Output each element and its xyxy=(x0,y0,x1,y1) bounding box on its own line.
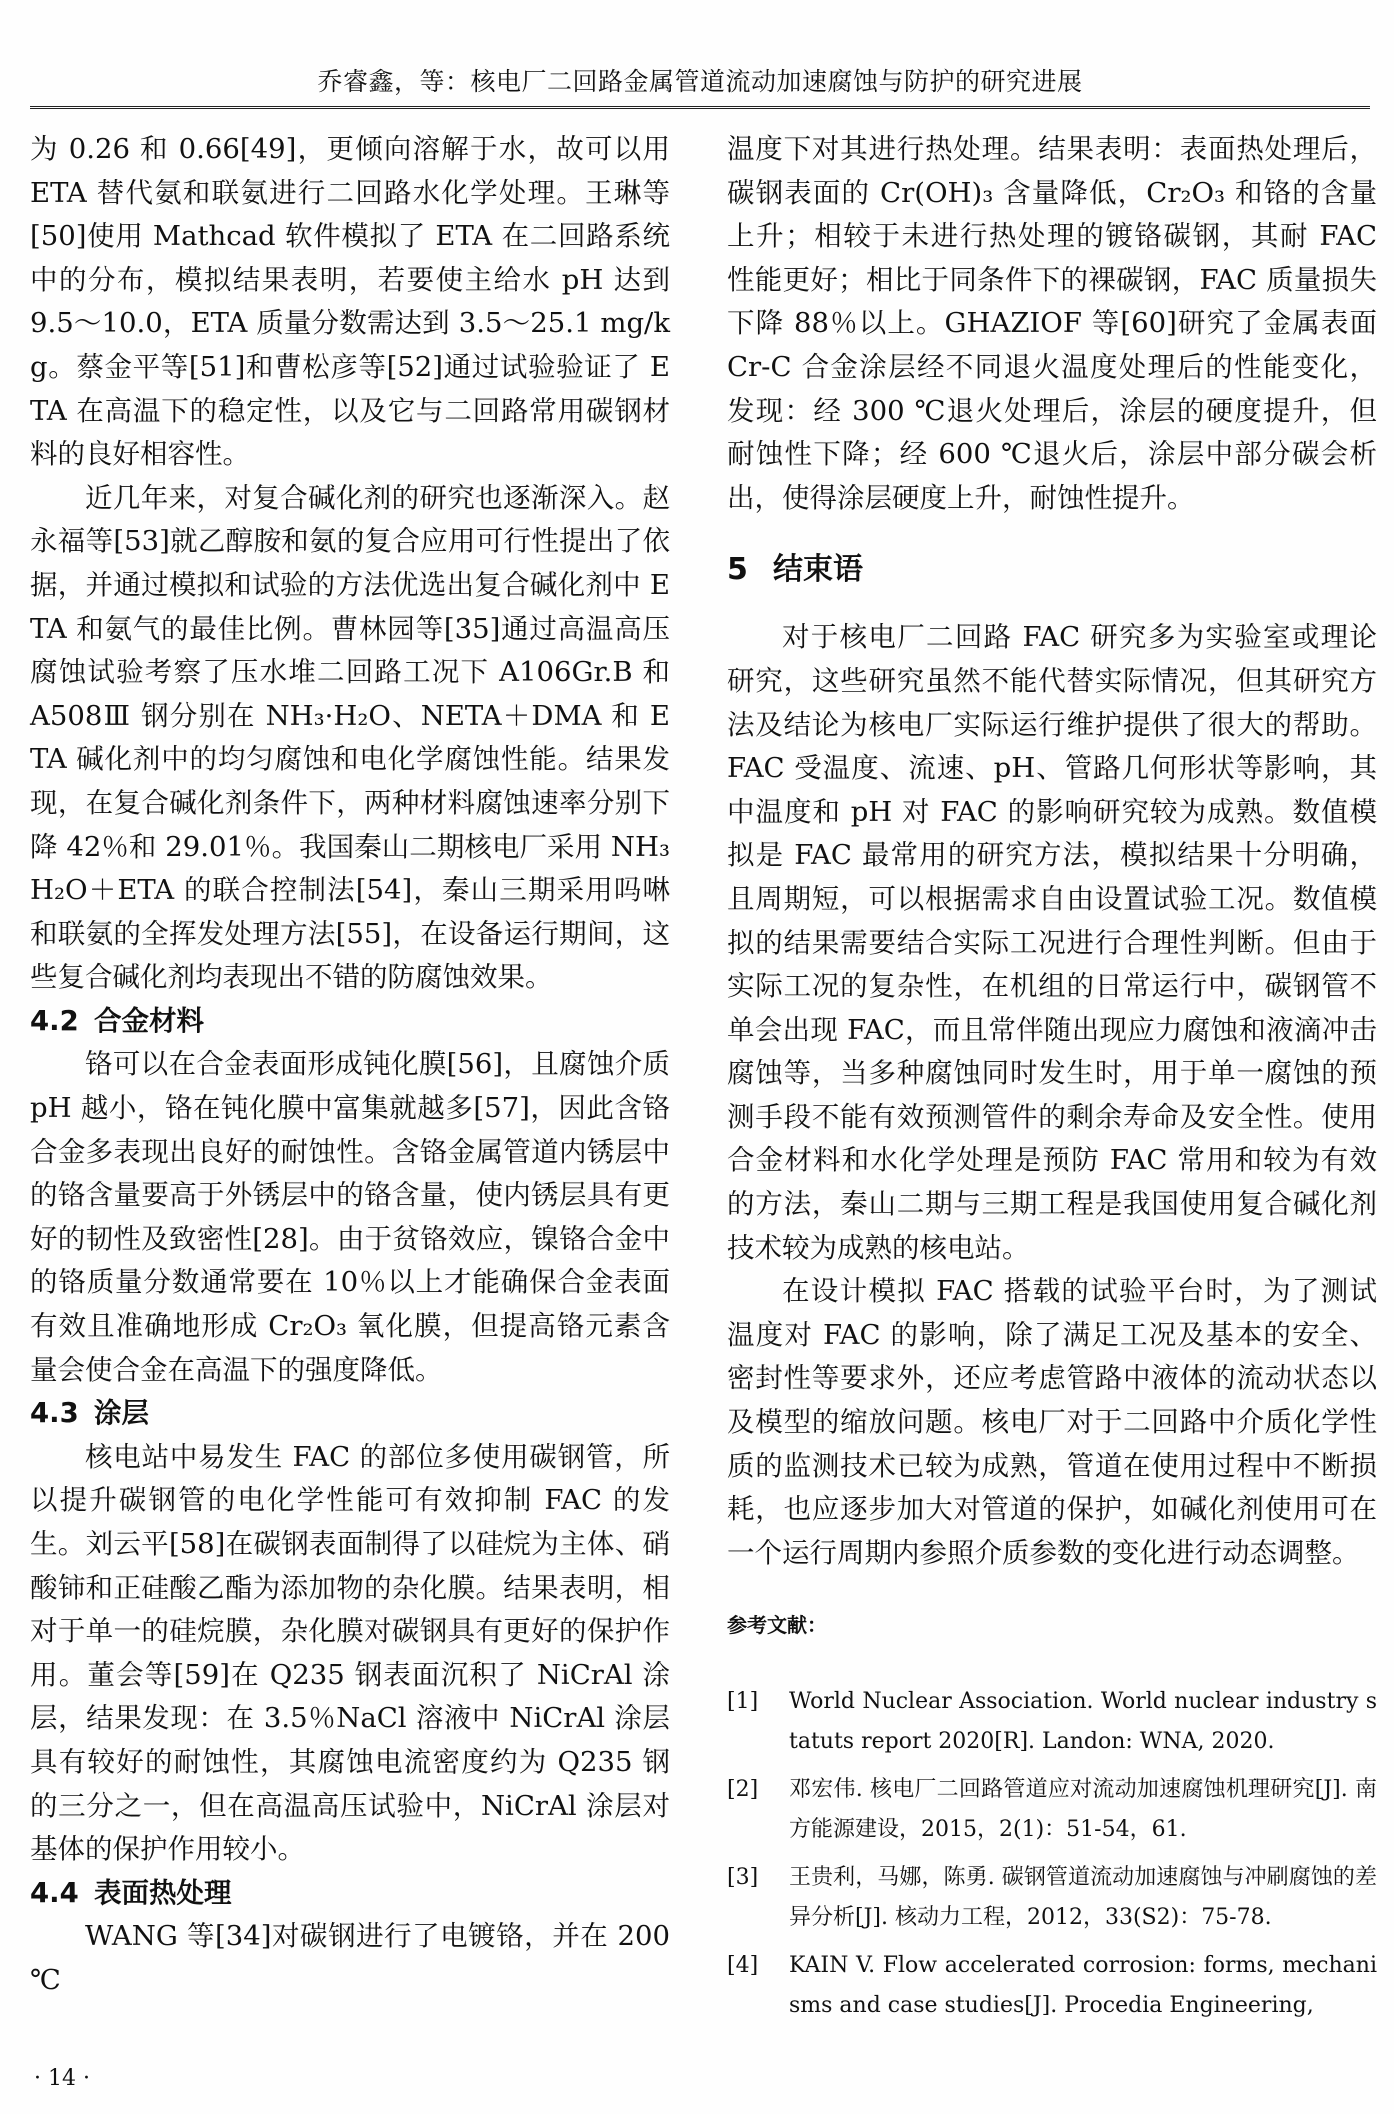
paragraph: 在设计模拟 FAC 搭载的试验平台时，为了测试温度对 FAC 的影响，除了满足工况及基本的安全、密封性等要求外，还应考虑管路中液体的流动状态以及模型的缩放问题。核电厂对于二回路中介质化学性质的监测技术已较为成熟，管道在使用过程中不断损耗，也应逐步加大对管道的保护，如碱化剂使用可在一个运行周期内参照介质参数的变化进行动态调整。 xyxy=(727,1275,1377,1569)
reference-text: KAIN V. Flow accelerated corrosion: forms, mechanisms and case studies[J]. Procedia Engineering, xyxy=(789,1953,1377,2019)
reference-item xyxy=(727,1946,1377,2026)
paragraph: 铬可以在合金表面形成钝化膜[56]，且腐蚀介质 pH 越小，铬在钝化膜中富集就越多[57]，因此含铬合金多表现出良好的耐蚀性。含铬金属管道内锈层中的铬含量要高于外锈层中的铬含量，使内锈层具有更好的韧性及致密性[28]。由于贫铬效应，镍铬合金中的铬质量分数通常要在 10％以上才能确保合金表面有效且准确地形成 Cr₂O₃ 氧化膜，但提高铬元素含量会使合金在高温下的强度降低。 xyxy=(30,1048,670,1386)
paragraph: 近几年来，对复合碱化剂的研究也逐渐深入。赵永福等[53]就乙醇胺和氨的复合应用可行性提出了依据，并通过模拟和试验的方法优选出复合碱化剂中 ETA 和氨气的最佳比例。曹林园等[35]通过高温高压腐蚀试验考察了压水堆二回路工况下 A106Gr.B 和 A508Ⅲ 钢分别在 NH₃·H₂O、NETA＋DMA 和 ETA 碱化剂中的均匀腐蚀和电化学腐蚀性能。结果发现，在复合碱化剂条件下，两种材料腐蚀速率分别下降 42％和 29.01％。我国秦山二期核电厂采用 NH₃H₂O＋ETA 的联合控制法[54]，秦山三期采用吗啉和联氨的全挥发处理方法[55]，在设备运行期间，这些复合碱化剂均表现出不错的防腐蚀效果。 xyxy=(30,481,670,994)
section-title: 涂层 xyxy=(94,1397,149,1430)
section-heading-4-4 xyxy=(30,1872,670,1916)
reference-item xyxy=(727,1858,1377,1938)
reference-text: 邓宏伟. 核电厂二回路管道应对流动加速腐蚀机理研究[J]. 南方能源建设，2015，2(1)：51-54，61. xyxy=(789,1777,1377,1843)
paragraph: 核电站中易发生 FAC 的部位多使用碳钢管，所以提升碳钢管的电化学性能可有效抑制 FAC 的发生。刘云平[58]在碳钢表面制得了以硅烷为主体、硝酸铈和正硅酸乙酯为添加物的杂化膜。结果表明，相对于单一的硅烷膜，杂化膜对碳钢具有更好的保护作用。董会等[59]在 Q235 钢表面沉积了 NiCrAl 涂层，结果发现：在 3.5％NaCl 溶液中 NiCrAl 涂层具有较好的耐蚀性，其腐蚀电流密度约为 Q235 钢的三分之一，但在高温高压试验中，NiCrAl 涂层对基体的保护作用较小。 xyxy=(30,1440,670,1866)
section-heading-4-3 xyxy=(30,1392,670,1436)
section-title: 结束语 xyxy=(773,552,863,588)
section-heading-4-2 xyxy=(30,1000,670,1044)
reference-list xyxy=(727,1682,1377,2026)
section-number: 4.2 xyxy=(30,1004,79,1037)
paragraph: 为 0.26 和 0.66[49]，更倾向溶解于水，故可以用 ETA 替代氨和联氨进行二回路水化学处理。王琳等[50]使用 Mathcad 软件模拟了 ETA 在二回路系统中的分布，模拟结果表明，若要使主给水 pH 达到 9.5～10.0，ETA 质量分数需达到 3.5～25.1 mg/kg。蔡金平等[51]和曹松彦等[52]通过试验验证了 ETA 在高温下的稳定性，以及它与二回路常用碳钢材料的良好相容性。 xyxy=(30,133,670,471)
reference-item xyxy=(727,1682,1377,1762)
reference-number: [1] xyxy=(727,1689,759,1715)
section-heading-5 xyxy=(727,550,1377,590)
right-column xyxy=(727,128,1377,2034)
running-header: 乔睿鑫，等：核电厂二回路金属管道流动加速腐蚀与防护的研究进展 xyxy=(30,58,1370,109)
reference-number: [4] xyxy=(727,1953,759,1979)
page-number: · 14 · xyxy=(34,2066,90,2091)
references-heading: 参考文献： xyxy=(727,1613,827,1638)
reference-item xyxy=(727,1770,1377,1850)
section-title: 表面热处理 xyxy=(94,1876,232,1909)
left-column xyxy=(30,128,670,2003)
reference-number: [2] xyxy=(727,1777,759,1803)
paragraph: 温度下对其进行热处理。结果表明：表面热处理后，碳钢表面的 Cr(OH)₃ 含量降低，Cr₂O₃ 和铬的含量上升；相较于未进行热处理的镀铬碳钢，其耐 FAC 性能更好；相比于同条件下的裸碳钢，FAC 质量损失下降 88％以上。GHAZIOF 等[60]研究了金属表面 Cr-C 合金涂层经不同退火温度处理后的性能变化，发现：经 300 ℃退火处理后，涂层的硬度提升，但耐蚀性下降；经 600 ℃退火后，涂层中部分碳会析出，使得涂层硬度上升，耐蚀性提升。 xyxy=(727,133,1377,514)
reference-text: World Nuclear Association. World nuclear industry statuts report 2020[R]. Landon: WNA, 2020. xyxy=(789,1689,1377,1755)
section-number: 5 xyxy=(727,552,748,588)
reference-text: 王贵利，马娜，陈勇. 碳钢管道流动加速腐蚀与冲刷腐蚀的差异分析[J]. 核动力工程，2012，33(S2)：75-78. xyxy=(789,1865,1377,1931)
paragraph: WANG 等[34]对碳钢进行了电镀铬，并在 200 ℃ xyxy=(30,1920,670,1996)
section-number: 4.3 xyxy=(30,1397,79,1430)
paragraph: 对于核电厂二回路 FAC 研究多为实验室或理论研究，这些研究虽然不能代替实际情况，但其研究方法及结论为核电厂实际运行维护提供了很大的帮助。FAC 受温度、流速、pH、管路几何形状等影响，其中温度和 pH 对 FAC 的影响研究较为成熟。数值模拟是 FAC 最常用的研究方法，模拟结果十分明确，且周期短，可以根据需求自由设置试验工况。数值模拟的结果需要结合实际工况进行合理性判断。但由于实际工况的复杂性，在机组的日常运行中，碳钢管不单会出现 FAC，而且常伴随出现应力腐蚀和液滴冲击腐蚀等，当多种腐蚀同时发生时，用于单一腐蚀的预测手段不能有效预测管件的剩余寿命及安全性。使用合金材料和水化学处理是预防 FAC 常用和较为有效的方法，秦山二期与三期工程是我国使用复合碱化剂技术较为成熟的核电站。 xyxy=(727,621,1377,1264)
section-number: 4.4 xyxy=(30,1876,79,1909)
reference-number: [3] xyxy=(727,1865,759,1891)
section-title: 合金材料 xyxy=(94,1004,204,1037)
